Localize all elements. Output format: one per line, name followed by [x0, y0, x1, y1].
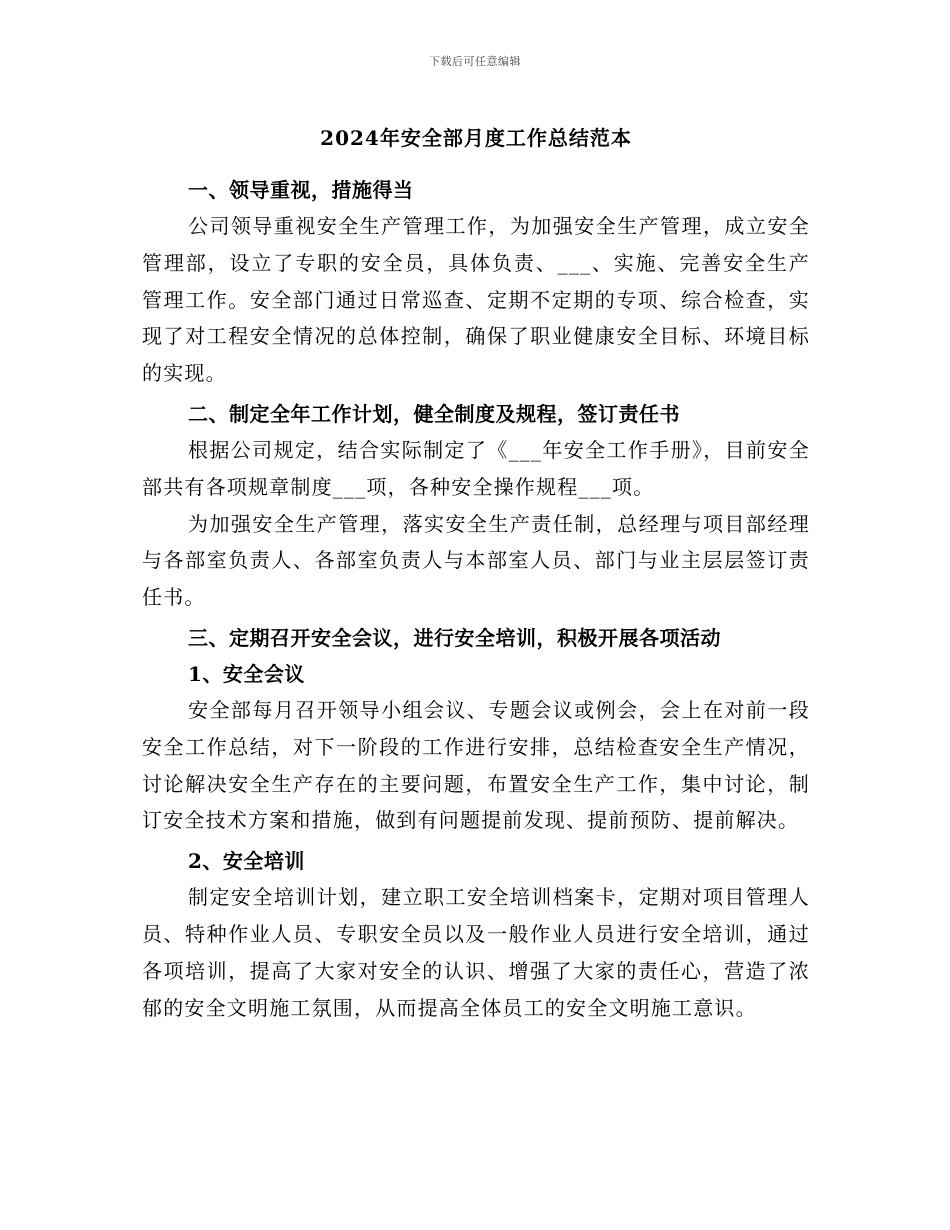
document-title: 2024年安全部月度工作总结范本	[320, 126, 632, 150]
header-note: 下载后可任意编辑	[429, 55, 521, 68]
section-2-heading: 二、制定全年工作计划，健全制度及规程，签订责任书	[188, 401, 680, 426]
section-1-heading: 一、领导重视，措施得当	[188, 178, 414, 202]
subsection-2-heading: 2、安全培训	[188, 849, 305, 874]
section-2-paragraph-2: 为加强安全生产管理，落实安全生产责任制，总经理与项目部经理与各部室负责人、各部室负责人与本部室人员、部门与业主层层签订责任书。	[142, 511, 810, 610]
subsection-2-paragraph: 制定安全培训计划，建立职工安全培训档案卡，定期对项目管理人员、特种作业人员、专职安全员以及一般作业人员进行安全培训，通过各项培训，提高了大家对安全的认识、增强了大家的责任心，营造了浓郁的安全文明施工氛围，从而提高全体员工的安全文明施工意识。	[142, 885, 810, 1020]
subsection-1-heading: 1、安全会议	[188, 661, 305, 686]
section-3-heading: 三、定期召开安全会议，进行安全培训，积极开展各项活动	[188, 625, 721, 650]
section-2-paragraph-1: 根据公司规定，结合实际制定了《___年安全工作手册》，目前安全部共有各项规章制度___项，各种安全操作规程___项。	[142, 437, 810, 499]
subsection-1-paragraph: 安全部每月召开领导小组会议、专题会议或例会，会上在对前一段安全工作总结，对下一阶段的工作进行安排，总结检查安全生产情况，讨论解决安全生产存在的主要问题，布置安全生产工作，集中讨论，制订安全技术方案和措施，做到有问题提前发现、提前预防、提前解决。	[142, 697, 810, 833]
document-body	[142, 124, 810, 1026]
section-1-paragraph: 公司领导重视安全生产管理工作，为加强安全生产管理，成立安全管理部，设立了专职的安全员，具体负责、___、实施、完善安全生产管理工作。安全部门通过日常巡查、定期不定期的专项、综合检查，实现了对工程安全情况的总体控制，确保了职业健康安全目标、环境目标的实现。	[142, 214, 810, 386]
